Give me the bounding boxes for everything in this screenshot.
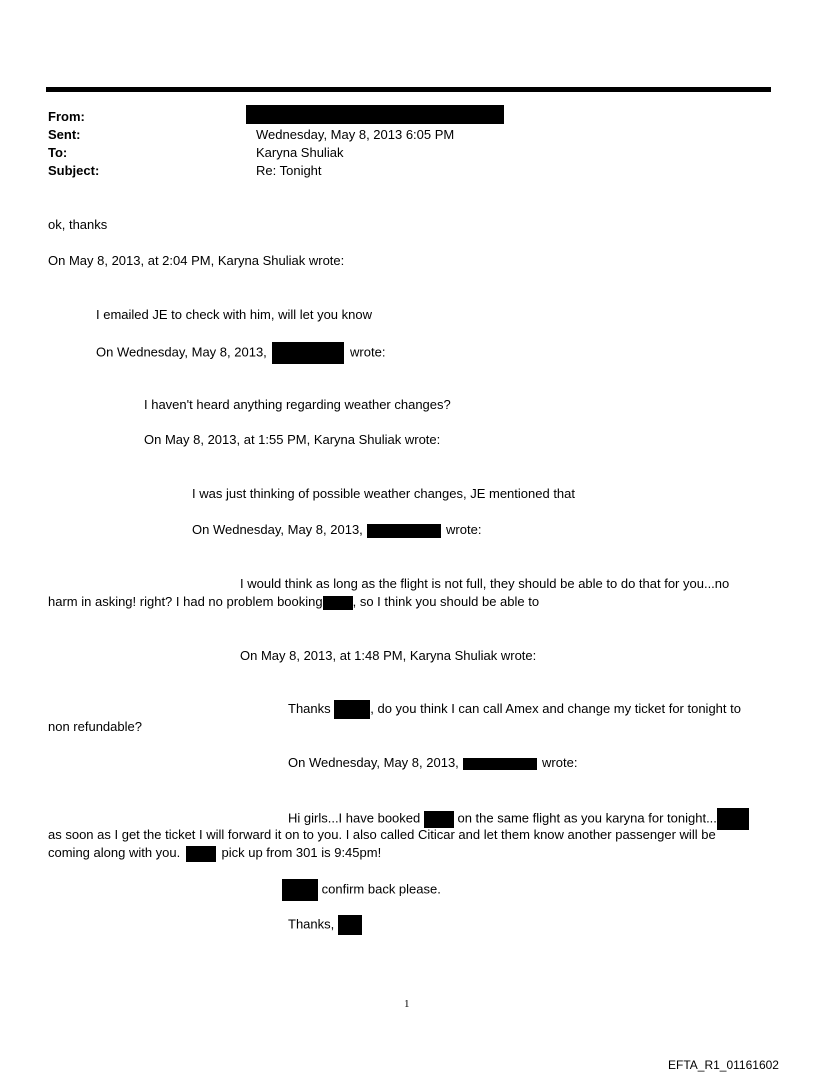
sent-value: Wednesday, May 8, 2013 6:05 PM [256,127,455,142]
message-text-5-line2: non refundable? [48,719,142,734]
name-redaction [338,915,362,935]
quote-header-2 [96,342,385,364]
from-redaction [246,105,504,124]
message-text-2: I haven't heard anything regarding weather changes? [144,397,451,412]
sender-redaction [367,524,441,538]
message-text-6-part4: pick up from 301 is 9:45pm! [221,845,382,860]
message-text-6-line2: as soon as I get the ticket I will forward it on to you. I also called Citicar and let them know another passenger will be [48,827,716,842]
quote-header-2-prefix: On Wednesday, May 8, 2013, [96,344,267,360]
from-label: From: [48,109,85,124]
page-number: 1 [404,998,410,1010]
quote-header-6-suffix: wrote: [542,755,578,770]
message-text-6-part3: coming along with you. [48,845,181,860]
message-text-4-part2: , so I think you should be able to [352,594,540,609]
message-text-6-part1: Hi girls...I have booked [288,810,421,826]
sender-redaction [463,758,537,770]
to-label: To: [48,145,68,160]
quote-header-4-suffix: wrote: [446,522,482,537]
subject-value: Re: Tonight [256,163,322,178]
message-text-7 [282,879,441,901]
message-text-5-line1 [288,700,741,719]
name-redaction [186,846,216,862]
to-value: Karyna Shuliak [256,145,344,160]
message-text-4-line1: I would think as long as the flight is not full, they should be able to do that for you...no [240,576,730,591]
quote-header-2-suffix: wrote: [350,344,386,360]
message-text-7-text: confirm back please. [321,881,441,897]
quote-header-1: On May 8, 2013, at 2:04 PM, Karyna Shuliak wrote: [48,253,345,268]
message-text-1: I emailed JE to check with him, will let you know [96,307,372,322]
message-text-4-part1: harm in asking! right? I had no problem booking [48,594,323,609]
signoff [288,915,362,935]
name-redaction [334,700,370,719]
sender-redaction [272,342,344,364]
header-divider [46,87,771,92]
sent-label: Sent: [48,127,81,142]
message-text-5-part1: Thanks [288,701,331,716]
signoff-text: Thanks, [288,916,335,932]
message-text-6-line3 [48,844,381,862]
name-redaction [282,879,318,901]
name-redaction [323,596,353,610]
quote-header-6-prefix: On Wednesday, May 8, 2013, [288,755,459,770]
quote-header-4-prefix: On Wednesday, May 8, 2013, [192,522,363,537]
quote-header-3: On May 8, 2013, at 1:55 PM, Karyna Shuliak wrote: [144,432,441,447]
quote-header-4 [192,521,481,539]
message-text-6-part2: on the same flight as you karyna for tonight... [457,810,717,826]
name-redaction [717,808,749,830]
reply-text: ok, thanks [48,217,108,232]
name-redaction [424,811,454,828]
quote-header-5: On May 8, 2013, at 1:48 PM, Karyna Shuliak wrote: [240,648,537,663]
message-text-3: I was just thinking of possible weather changes, JE mentioned that [192,486,575,501]
document-id: EFTA_R1_01161602 [668,1058,779,1072]
message-text-4-line2 [48,593,539,611]
message-text-5-part2: , do you think I can call Amex and change my ticket for tonight to [370,701,741,716]
quote-header-6 [288,754,577,772]
subject-label: Subject: [48,163,100,178]
